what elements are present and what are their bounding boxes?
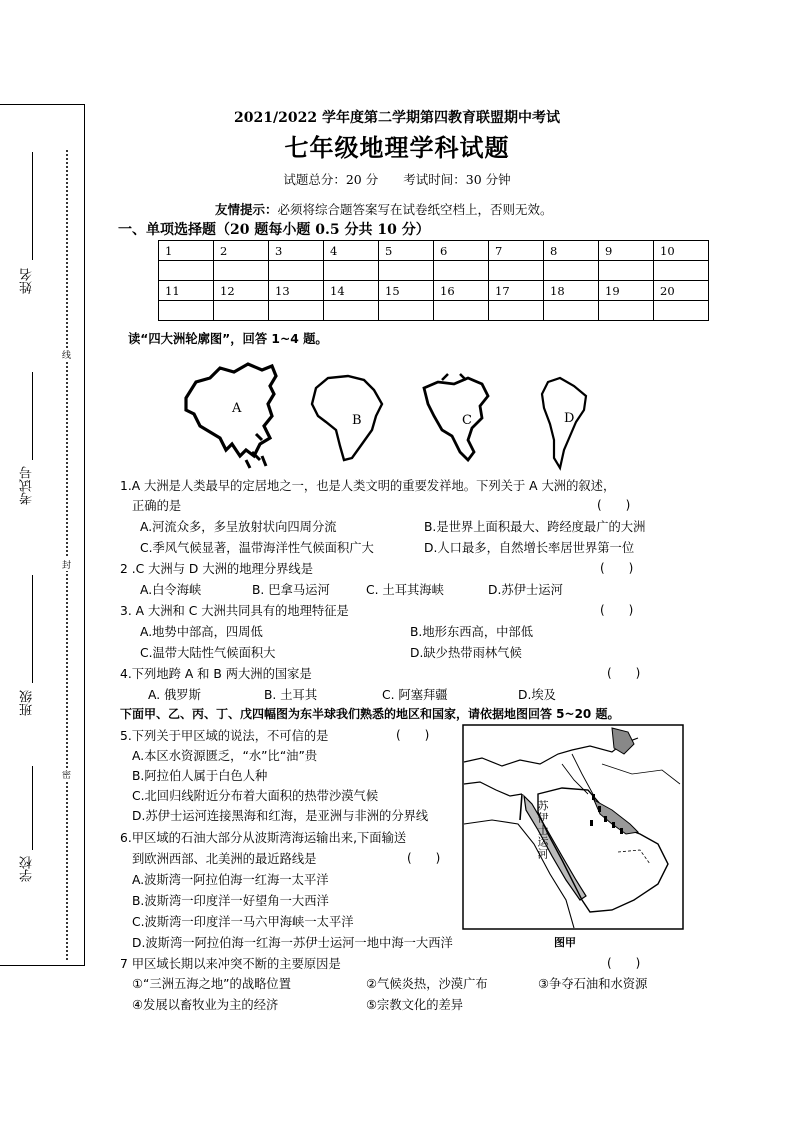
q2-option-c: C. 土耳其海峡 bbox=[366, 583, 444, 597]
q1-option-c: C.季风气候显著，温带海洋性气候面积广大 bbox=[140, 541, 374, 555]
answer-cell[interactable] bbox=[159, 261, 214, 281]
exam-no-field[interactable] bbox=[32, 372, 34, 460]
answer-blank-row[interactable] bbox=[159, 301, 709, 321]
answer-cell[interactable] bbox=[324, 301, 379, 321]
q4-answer-paren[interactable]: ( ) bbox=[607, 666, 641, 680]
q2-option-d: D.苏伊士运河 bbox=[488, 583, 563, 597]
answer-cell[interactable] bbox=[379, 301, 434, 321]
tip bbox=[215, 200, 553, 218]
answer-number: 6 bbox=[434, 241, 489, 261]
seal-fix-char: 封 bbox=[62, 558, 71, 571]
answer-number: 13 bbox=[269, 281, 324, 301]
answer-cell[interactable] bbox=[324, 261, 379, 281]
q7-stem: 7 甲区域长期以来冲突不断的主要原因是 bbox=[120, 957, 341, 971]
answer-number: 19 bbox=[599, 281, 654, 301]
answer-cell[interactable] bbox=[599, 261, 654, 281]
q1-option-d: D.人口最多，自然增长率居世界第一位 bbox=[424, 541, 635, 555]
q3-option-d: D.缺少热带雨林气候 bbox=[410, 646, 522, 660]
answer-number: 14 bbox=[324, 281, 379, 301]
q6-option-c: C.波斯湾一印度洋一马六甲海峡一太平洋 bbox=[132, 915, 354, 929]
seal-close-char: 密 bbox=[62, 768, 71, 781]
q7-answer-paren[interactable]: ( ) bbox=[607, 956, 641, 970]
continent-outlines bbox=[176, 360, 596, 475]
q5-option-a: A.本区水资源匮乏，“水”比“油”贵 bbox=[132, 749, 318, 763]
q7-option-3: ③争夺石油和水资源 bbox=[538, 977, 648, 991]
intro-maps: 下面甲、乙、丙、丁、戊四幅图为东半球我们熟悉的地区和国家，请依据地图回答 5~20 题。 bbox=[120, 707, 620, 721]
q5-stem: 5.下列关于甲区域的说法，不可信的是 bbox=[120, 729, 329, 743]
q7-option-2: ②气候炎热，沙漠广布 bbox=[366, 977, 488, 991]
answer-cell[interactable] bbox=[489, 261, 544, 281]
class-field[interactable] bbox=[32, 575, 34, 683]
exam-title: 七年级地理学科试题 bbox=[284, 133, 510, 162]
answer-table bbox=[158, 240, 709, 321]
seal-line-char: 线 bbox=[62, 348, 71, 361]
read-intro: 读“四大洲轮廓图”，回答 1~4 题。 bbox=[128, 332, 328, 346]
q1-option-b: B.是世界上面积最大、跨经度最广的大洲 bbox=[424, 520, 646, 534]
q5-option-b: B.阿拉伯人属于白色人种 bbox=[132, 769, 268, 783]
section-title: 一、单项选择题（20 题每小题 0.5 分共 10 分） bbox=[118, 222, 430, 238]
exam-meta: 试题总分：20 分 考试时间：30 分钟 bbox=[283, 172, 511, 187]
q6-option-d: D.波斯湾一阿拉伯海一红海一苏伊士运河一地中海一大西洋 bbox=[132, 936, 453, 950]
q3-stem: 3. A 大洲和 C 大洲共同具有的地理特征是 bbox=[120, 604, 349, 618]
school-field[interactable] bbox=[32, 766, 34, 850]
seal-dotted-line bbox=[66, 150, 68, 960]
q2-answer-paren[interactable]: ( ) bbox=[600, 561, 634, 575]
q3-answer-paren[interactable]: ( ) bbox=[600, 603, 634, 617]
middle-east-map bbox=[462, 724, 684, 930]
answer-number: 10 bbox=[654, 241, 709, 261]
answer-cell[interactable] bbox=[379, 261, 434, 281]
q6-option-b: B.波斯湾一印度洋一好望角一大西洋 bbox=[132, 894, 329, 908]
answer-number: 5 bbox=[379, 241, 434, 261]
answer-number: 17 bbox=[489, 281, 544, 301]
q6-option-a: A.波斯湾一阿拉伯海一红海一太平洋 bbox=[132, 873, 329, 887]
name-field[interactable] bbox=[32, 152, 34, 260]
answer-cell[interactable] bbox=[434, 261, 489, 281]
continent-c-outline bbox=[424, 374, 488, 460]
q4-stem: 4.下列地跨 A 和 B 两大洲的国家是 bbox=[120, 667, 312, 681]
q6-stem-cont: 到欧洲西部、北美洲的最近路线是 bbox=[132, 852, 317, 866]
q5-option-c: C.北回归线附近分布着大面积的热带沙漠气候 bbox=[132, 789, 379, 803]
name-label: 姓名 bbox=[20, 268, 35, 294]
tip-label: 友情提示： bbox=[215, 202, 278, 217]
answer-number: 3 bbox=[269, 241, 324, 261]
answer-blank-row[interactable] bbox=[159, 261, 709, 281]
q7-option-5: ⑤宗教文化的差异 bbox=[366, 998, 464, 1012]
suez-canal-label: 苏伊士运河 bbox=[536, 800, 549, 860]
answer-cell[interactable] bbox=[654, 261, 709, 281]
answer-cell[interactable] bbox=[654, 301, 709, 321]
continent-label: C bbox=[462, 413, 472, 428]
q3-option-c: C.温带大陆性气候面积大 bbox=[140, 646, 276, 660]
answer-number: 20 bbox=[654, 281, 709, 301]
q1-stem: 1.A 大洲是人类最早的定居地之一，也是人类文明的重要发祥地。下列关于 A 大洲的叙述， bbox=[120, 479, 616, 493]
q5-answer-paren[interactable]: ( ) bbox=[396, 728, 430, 742]
q4-option-d: D.埃及 bbox=[518, 688, 556, 702]
answer-cell[interactable] bbox=[544, 261, 599, 281]
school-label: 学校 bbox=[20, 856, 35, 882]
answer-number: 12 bbox=[214, 281, 269, 301]
continent-a-outline bbox=[186, 364, 276, 468]
class-label: 班级 bbox=[20, 690, 35, 716]
answer-number: 9 bbox=[599, 241, 654, 261]
answer-cell[interactable] bbox=[434, 301, 489, 321]
q4-option-a: A. 俄罗斯 bbox=[148, 688, 201, 702]
tip-text: 必须将综合题答案写在试卷纸空档上，否则无效。 bbox=[277, 202, 553, 217]
exam-no-label: 考试号 bbox=[20, 466, 35, 505]
answer-cell[interactable] bbox=[214, 301, 269, 321]
exam-subtitle: 2021/2022 学年度第二学期第四教育联盟期中考试 bbox=[234, 110, 560, 126]
continent-b-outline bbox=[312, 376, 382, 460]
q7-option-1: ①“三洲五海之地”的战略位置 bbox=[132, 977, 292, 991]
answer-cell[interactable] bbox=[599, 301, 654, 321]
q3-option-b: B.地形东西高，中部低 bbox=[410, 625, 534, 639]
continent-label: D bbox=[564, 411, 575, 426]
q7-option-4: ④发展以畜牧业为主的经济 bbox=[132, 998, 279, 1012]
map-caption: 图甲 bbox=[554, 936, 576, 949]
answer-cell[interactable] bbox=[544, 301, 599, 321]
answer-number-row bbox=[159, 241, 709, 261]
answer-number: 1 bbox=[159, 241, 214, 261]
continent-label: A bbox=[232, 401, 242, 416]
answer-number: 8 bbox=[544, 241, 599, 261]
q2-option-a: A.白令海峡 bbox=[140, 583, 202, 597]
answer-number: 15 bbox=[379, 281, 434, 301]
answer-number: 11 bbox=[159, 281, 214, 301]
answer-number-row bbox=[159, 281, 709, 301]
continent-d-outline bbox=[542, 378, 586, 468]
q4-option-b: B. 土耳其 bbox=[264, 688, 318, 702]
answer-number: 16 bbox=[434, 281, 489, 301]
q1-answer-paren[interactable]: ( ) bbox=[597, 498, 631, 512]
answer-number: 4 bbox=[324, 241, 379, 261]
answer-number: 2 bbox=[214, 241, 269, 261]
answer-cell[interactable] bbox=[269, 301, 324, 321]
q6-stem: 6.甲区域的石油大部分从波斯湾海运输出来,下面输送 bbox=[120, 831, 407, 845]
answer-cell[interactable] bbox=[269, 261, 324, 281]
q2-option-b: B. 巴拿马运河 bbox=[252, 583, 330, 597]
q1-option-a: A.河流众多，多呈放射状向四周分流 bbox=[140, 520, 337, 534]
q5-option-d: D.苏伊士运河连接黑海和红海，是亚洲与非洲的分界线 bbox=[132, 809, 429, 823]
q3-option-a: A.地势中部高，四周低 bbox=[140, 625, 263, 639]
q4-option-c: C. 阿塞拜疆 bbox=[382, 688, 448, 702]
binding-margin bbox=[0, 104, 85, 966]
answer-number: 18 bbox=[544, 281, 599, 301]
q2-stem: 2 .C 大洲与 D 大洲的地理分界线是 bbox=[120, 562, 313, 576]
q6-answer-paren[interactable]: ( ) bbox=[407, 851, 441, 865]
answer-number: 7 bbox=[489, 241, 544, 261]
q1-stem-cont: 正确的是 bbox=[132, 499, 182, 513]
continent-label: B bbox=[352, 413, 362, 428]
answer-cell[interactable] bbox=[159, 301, 214, 321]
answer-cell[interactable] bbox=[214, 261, 269, 281]
answer-cell[interactable] bbox=[489, 301, 544, 321]
